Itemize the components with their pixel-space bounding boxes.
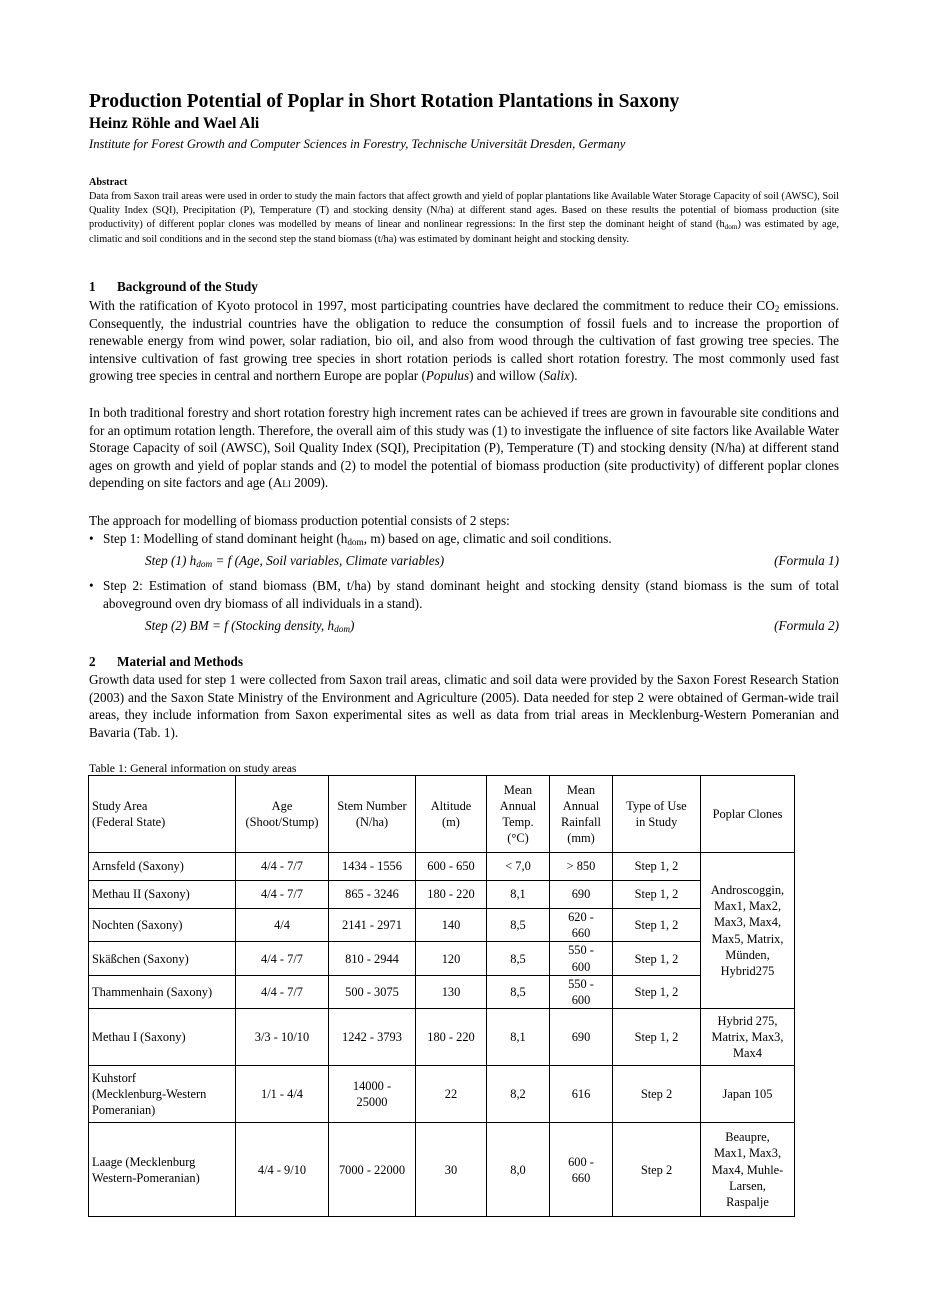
cell-use: Step 1, 2 (613, 881, 701, 909)
table-row (89, 881, 795, 909)
cell-area: Skäßchen (Saxony) (89, 942, 236, 975)
col-age: Age (Shoot/Stump) (236, 776, 329, 853)
section-1-paragraph-3: The approach for modelling of biomass production potential consists of 2 steps: (89, 513, 510, 528)
cell-use: Step 2 (613, 1066, 701, 1123)
cell-area: Methau II (Saxony) (89, 881, 236, 909)
col-study-area: Study Area (Federal State) (89, 776, 236, 853)
table-row (89, 975, 795, 1008)
step-2-bullet: • Step 2: Estimation of stand biomass (BM, t/ha) by stand dominant height and stocking density (stand biomass is the sum of total aboveground oven dry biomass of all individuals in a stand). (89, 578, 839, 611)
cell-age: 4/4 - 9/10 (236, 1123, 329, 1217)
col-mean-temp: Mean Annual Temp. (°C) (487, 776, 550, 853)
formula-2-label: (Formula 2) (774, 618, 839, 633)
cell-area: Laage (Mecklenburg Western-Pomeranian) (89, 1123, 236, 1217)
table-row (89, 1009, 795, 1066)
col-altitude: Altitude (m) (416, 776, 487, 853)
cell-stems: 2141 - 2971 (329, 909, 416, 942)
cell-temp: 8,0 (487, 1123, 550, 1217)
cell-altitude: 140 (416, 909, 487, 942)
bullet-icon: • (89, 531, 94, 546)
formula-1: Step (1) $h_{dom} = f$ (Age, Soil variables, Climate variables) (Formula 1) (145, 553, 839, 569)
section-2-paragraph-1: Growth data used for step 1 were collected from Saxon trail areas, climatic and soil data were provided by the Saxon Forest Research Station (2003) and the Saxon State Ministry of the Environment and Agriculture (2005). Data needed for step 2 were obtained of German-wide trail areas, they include information from Saxon experimental sites as well as data from trial areas in Mecklenburg-Western Pomeranian and Bavaria (Tab. 1). (89, 672, 839, 740)
cell-age: 1/1 - 4/4 (236, 1066, 329, 1123)
cell-altitude: 30 (416, 1123, 487, 1217)
cell-altitude: 22 (416, 1066, 487, 1123)
cell-rainfall: 600 - 660 (550, 1123, 613, 1217)
cell-clones: Hybrid 275, Matrix, Max3, Max4 (701, 1009, 795, 1066)
cell-use: Step 1, 2 (613, 1009, 701, 1066)
cell-use: Step 2 (613, 1123, 701, 1217)
col-stem-number: Stem Number (N/ha) (329, 776, 416, 853)
bullet-icon: • (89, 578, 94, 593)
cell-rainfall: 690 (550, 1009, 613, 1066)
abstract-text: Data from Saxon trail areas were used in order to study the main factors that affect growth and yield of poplar plantations like Available Water Storage Capacity of soil (AWSC), Soil Quality Index (SQI), Precipitation (P), Temperature (T) and stocking density (N/ha) at different stand ages. Based on these results the potential of biomass production (site productivity) of different poplar clones was modelled by means of linear and nonlinear regressions: In the first step the dominant height of stand $(h_{dom})$ was estimated by age, climatic and soil conditions and in the second step the stand biomass (t/ha) was estimated by dominant height and stocking density. (89, 191, 839, 245)
cell-rainfall: > 850 (550, 853, 613, 881)
cell-use: Step 1, 2 (613, 909, 701, 942)
section-2-heading: 2 Material and Methods (89, 654, 244, 669)
section-1-paragraph-1: With the ratification of Kyoto protocol in 1997, most participating countries have declared the commitment to reduce their $CO_2$ emissions. Consequently, the industrial countries have the obligation to reduce the consumption of fossil fuels and to increase the proportion of renewable energy from wind power, solar radiation, bio oil, and also from wood through the cultivation of fast growing tree species. The intensive cultivation of fast growing tree species in short rotation periods is called short rotation forestry. The most commonly used fast growing tree species in central and northern Europe are poplar (Populus) and willow (Salix). (89, 298, 840, 384)
cell-rainfall: 616 (550, 1066, 613, 1123)
cell-use: Step 1, 2 (613, 853, 701, 881)
table-row (89, 942, 795, 975)
cell-altitude: 130 (416, 975, 487, 1008)
cell-stems: 500 - 3075 (329, 975, 416, 1008)
cell-rainfall: 550 - 600 (550, 942, 613, 975)
cell-stems: 1434 - 1556 (329, 853, 416, 881)
cell-area: Nochten (Saxony) (89, 909, 236, 942)
cell-temp: < 7,0 (487, 853, 550, 881)
cell-altitude: 120 (416, 942, 487, 975)
table-header-row (89, 776, 795, 853)
step-1-bullet: • Step 1: Modelling of stand dominant height ($h_{dom}$, m) based on age, climatic and soil conditions. (89, 531, 612, 547)
cell-rainfall: 550 - 600 (550, 975, 613, 1008)
cell-temp: 8,5 (487, 942, 550, 975)
cell-stems: 865 - 3246 (329, 881, 416, 909)
cell-temp: 8,5 (487, 909, 550, 942)
section-1-heading: 1 Background of the Study (89, 279, 258, 294)
cell-temp: 8,5 (487, 975, 550, 1008)
cell-area: Thammenhain (Saxony) (89, 975, 236, 1008)
cell-stems: 810 - 2944 (329, 942, 416, 975)
table-row (89, 853, 795, 881)
table-1-caption: Table 1: General information on study areas (89, 761, 297, 775)
cell-area: Methau I (Saxony) (89, 1009, 236, 1066)
cell-clones-saxony: Androscoggin, Max1, Max2, Max3, Max4, Max5, Matrix, Münden, Hybrid275 (701, 853, 795, 1009)
cell-clones: Beaupre, Max1, Max3, Max4, Muhle- Larsen, Raspalje (701, 1123, 795, 1217)
formula-1-label: (Formula 1) (774, 553, 839, 568)
cell-age: 4/4 - 7/7 (236, 881, 329, 909)
section-1-paragraph-2: In both traditional forestry and short rotation forestry high increment rates can be achieved if trees are grown in favourable site conditions and for an optimum rotation length. Therefore, the overall aim of this study was (1) to investigate the influence of site factors like Available Water Storage Capacity of soil (AWSC), Soil Quality Index (SQI), Precipitation (P), Temperature (T) and stocking density (N/ha) at different stand ages on growth and yield of poplar stands and (2) to model the potential of biomass production (site productivity) of different poplar clones depending on site factors and age (Ali 2009). (89, 405, 839, 491)
paper-affiliation: Institute for Forest Growth and Computer Sciences in Forestry, Technische Universität Dresden, Germany (89, 137, 626, 151)
study-areas-table (88, 775, 795, 1217)
cell-area: Arnsfeld (Saxony) (89, 853, 236, 881)
cell-use: Step 1, 2 (613, 975, 701, 1008)
formula-2: Step (2) BM = f (Stocking density, $h_{dom}$) (Formula 2) (145, 618, 839, 634)
cell-rainfall: 690 (550, 881, 613, 909)
cell-use: Step 1, 2 (613, 942, 701, 975)
abstract-heading: Abstract (89, 177, 128, 188)
cell-stems: 1242 - 3793 (329, 1009, 416, 1066)
cell-altitude: 180 - 220 (416, 881, 487, 909)
cell-age: 4/4 - 7/7 (236, 975, 329, 1008)
table-row (89, 1123, 795, 1217)
col-mean-rainfall: Mean Annual Rainfall (mm) (550, 776, 613, 853)
paper-authors: Heinz Röhle and Wael Ali (89, 115, 260, 132)
cell-temp: 8,1 (487, 881, 550, 909)
cell-area: Kuhstorf (Mecklenburg-Western Pomeranian) (89, 1066, 236, 1123)
cell-age: 3/3 - 10/10 (236, 1009, 329, 1066)
cell-age: 4/4 (236, 909, 329, 942)
cell-stems: 7000 - 22000 (329, 1123, 416, 1217)
cell-altitude: 600 - 650 (416, 853, 487, 881)
cell-stems: 14000 - 25000 (329, 1066, 416, 1123)
cell-altitude: 180 - 220 (416, 1009, 487, 1066)
cell-age: 4/4 - 7/7 (236, 942, 329, 975)
col-type-of-use: Type of Use in Study (613, 776, 701, 853)
paper-title: Production Potential of Poplar in Short Rotation Plantations in Saxony (89, 91, 680, 112)
cell-temp: 8,2 (487, 1066, 550, 1123)
col-poplar-clones: Poplar Clones (701, 776, 795, 853)
cell-clones: Japan 105 (701, 1066, 795, 1123)
table-row (89, 909, 795, 942)
cell-age: 4/4 - 7/7 (236, 853, 329, 881)
cell-temp: 8,1 (487, 1009, 550, 1066)
table-row (89, 1066, 795, 1123)
cell-rainfall: 620 - 660 (550, 909, 613, 942)
